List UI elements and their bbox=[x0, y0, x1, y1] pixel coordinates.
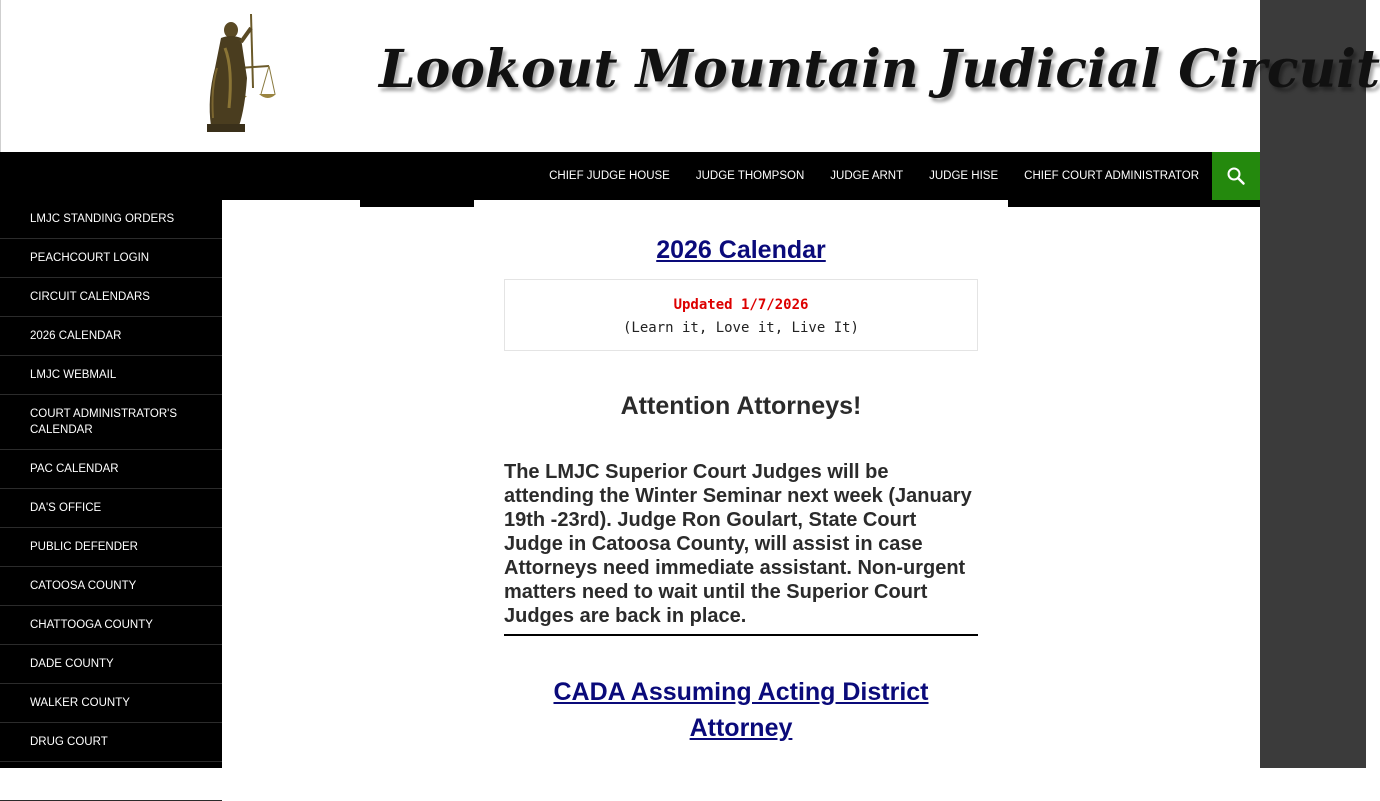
sidebar-item-2026-calendar[interactable]: 2026 CALENDAR bbox=[0, 317, 222, 356]
sidebar-item-lmjc-standing-orders[interactable]: LMJC STANDING ORDERS bbox=[0, 200, 222, 239]
attention-heading: Attention Attorneys! bbox=[620, 392, 862, 420]
sidebar-item-walker-county[interactable]: WALKER COUNTY bbox=[0, 684, 222, 723]
site-title[interactable]: Lookout Mountain Judicial Circuit bbox=[379, 39, 1380, 100]
attorney-notice: The LMJC Superior Court Judges will be attending the Winter Seminar next week (January 19th -23rd). Judge Ron Goulart, State Court Judge in Catoosa County, will assist in case Attorneys need immediate assistant. Non-urgent matters need to wait until the Superior Court Judges are back in place. bbox=[504, 460, 978, 636]
nav-item-judge-arnt[interactable]: JUDGE ARNT bbox=[830, 170, 904, 182]
sidebar-item-catoosa-county[interactable]: CATOOSA COUNTY bbox=[0, 567, 222, 606]
primary-navigation bbox=[0, 152, 1260, 200]
sidebar-item-public-defender[interactable]: PUBLIC DEFENDER bbox=[0, 528, 222, 567]
border-segment bbox=[1008, 200, 1260, 207]
search-button[interactable] bbox=[1212, 152, 1260, 200]
updated-date: Updated 1/7/2026 bbox=[673, 297, 809, 313]
sidebar bbox=[0, 200, 222, 787]
sidebar-item-peachcourt-login[interactable]: PEACHCOURT LOGIN bbox=[0, 239, 222, 278]
sidebar-item-lmjc-webmail[interactable]: LMJC WEBMAIL bbox=[0, 356, 222, 395]
sidebar-item-das-office[interactable]: DA'S OFFICE bbox=[0, 489, 222, 528]
border-segment bbox=[360, 200, 474, 207]
nav-item-chief-court-administrator[interactable]: CHIEF COURT ADMINISTRATOR bbox=[1024, 170, 1199, 182]
search-icon bbox=[1227, 167, 1245, 185]
update-notice-box bbox=[504, 279, 978, 351]
sidebar-item-dade-county[interactable]: DADE COUNTY bbox=[0, 645, 222, 684]
sidebar-item-drug-court[interactable]: DRUG COURT bbox=[0, 723, 222, 762]
sidebar-item-circuit-calendars[interactable]: CIRCUIT CALENDARS bbox=[0, 278, 222, 317]
cada-acting-da-link[interactable]: CADA Assuming Acting District Attorney bbox=[553, 678, 929, 742]
calendar-2026-link[interactable]: 2026 Calendar bbox=[656, 236, 826, 264]
main-content bbox=[504, 226, 978, 746]
sidebar-item-pac-calendar[interactable]: PAC CALENDAR bbox=[0, 450, 222, 489]
page-gutter bbox=[1260, 0, 1366, 768]
sidebar-item-wellness-court[interactable]: WELLNESS COURT bbox=[0, 762, 222, 801]
content-top-border bbox=[222, 200, 1260, 208]
nav-item-judge-thompson[interactable]: JUDGE THOMPSON bbox=[695, 170, 805, 182]
nav-item-judge-hise[interactable]: JUDGE HISE bbox=[929, 170, 999, 182]
sidebar-item-court-administrators-calendar[interactable]: COURT ADMINISTRATOR'S CALENDAR bbox=[0, 395, 222, 450]
lady-justice-icon bbox=[181, 8, 276, 134]
sidebar-item-chattooga-county[interactable]: CHATTOOGA COUNTY bbox=[0, 606, 222, 645]
nav-item-chief-judge-house[interactable]: CHIEF JUDGE HOUSE bbox=[549, 170, 670, 182]
site-header bbox=[0, 0, 1380, 152]
tagline: (Learn it, Love it, Live It) bbox=[622, 320, 859, 336]
